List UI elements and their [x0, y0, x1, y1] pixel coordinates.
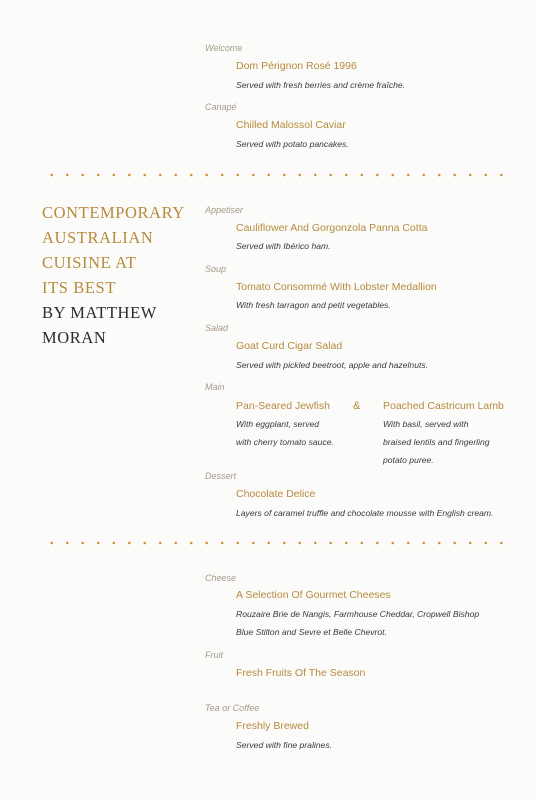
heading-line-6: MORAN	[42, 328, 107, 347]
course-label-soup: Soup	[205, 264, 227, 274]
course-label-welcome: Welcome	[205, 43, 243, 53]
course-label-main: Main	[205, 382, 225, 392]
dish-desc-main-2-line-2: braised lentils and fingerling	[383, 437, 490, 447]
dish-desc-appetiser: Served with Ibérico ham.	[236, 241, 331, 251]
dish-desc-welcome: Served with fresh berries and crème fraîche.	[236, 80, 406, 90]
dish-name-salad: Goat Curd Cigar Salad	[236, 340, 343, 352]
course-label-tea-coffee: Tea or Coffee	[205, 703, 260, 713]
dish-desc-dessert: Layers of caramel truffle and chocolate mousse with English cream.	[236, 508, 494, 518]
heading-line-3: CUISINE AT	[42, 253, 137, 272]
heading-line-2: AUSTRALIAN	[42, 228, 154, 247]
heading-line-5: BY MATTHEW	[42, 303, 157, 322]
course-label-appetiser: Appetiser	[205, 205, 244, 215]
dish-desc-canape: Served with potato pancakes.	[236, 139, 349, 149]
dish-name-tea-coffee: Freshly Brewed	[236, 720, 309, 732]
dish-name-main-1: Pan-Seared Jewfish	[236, 400, 330, 412]
dish-desc-main-2-line-1: With basil, served with	[383, 419, 469, 429]
heading-line-1: CONTEMPORARY	[42, 203, 185, 222]
dish-desc-soup: With fresh tarragon and petit vegetables.	[236, 300, 391, 310]
dish-desc-tea-coffee: Served with fine pralines.	[236, 740, 333, 750]
dish-name-dessert: Chocolate Delice	[236, 488, 316, 500]
dish-name-main-2: Poached Castricum Lamb	[383, 400, 504, 412]
dish-desc-main-1-line-1: With eggplant, served	[236, 419, 320, 429]
dish-desc-main-2-line-3: potato puree.	[383, 455, 434, 465]
course-label-dessert: Dessert	[205, 471, 237, 481]
dish-desc-salad: Served with pickled beetroot, apple and hazelnuts.	[236, 360, 429, 370]
dish-name-soup: Tomato Consommé With Lobster Medallion	[236, 281, 437, 293]
dotted-divider-top	[44, 172, 504, 178]
heading-line-4: ITS BEST	[42, 278, 117, 297]
dish-desc-main-1-line-2: with cherry tomato sauce.	[236, 437, 334, 447]
main-options-ampersand: &	[353, 400, 361, 412]
course-label-canape: Canapé	[205, 102, 237, 112]
course-label-cheese: Cheese	[205, 573, 237, 583]
dish-name-welcome: Dom Pérignon Rosé 1996	[236, 60, 357, 72]
dish-name-cheese: A Selection Of Gourmet Cheeses	[236, 589, 391, 601]
dotted-divider-bottom	[44, 540, 504, 546]
course-label-salad: Salad	[205, 323, 229, 333]
dish-desc-cheese-line-2: Blue Stilton and Sevre et Belle Chevrot.	[236, 627, 387, 637]
dish-name-appetiser: Cauliflower And Gorgonzola Panna Cotta	[236, 222, 428, 234]
dish-name-fruit: Fresh Fruits Of The Season	[236, 667, 366, 679]
course-label-fruit: Fruit	[205, 650, 223, 660]
dish-name-canape: Chilled Malossol Caviar	[236, 119, 346, 131]
dish-desc-cheese-line-1: Rouzaire Brie de Nangis, Farmhouse Cheddar, Cropwell Bishop	[236, 609, 480, 619]
